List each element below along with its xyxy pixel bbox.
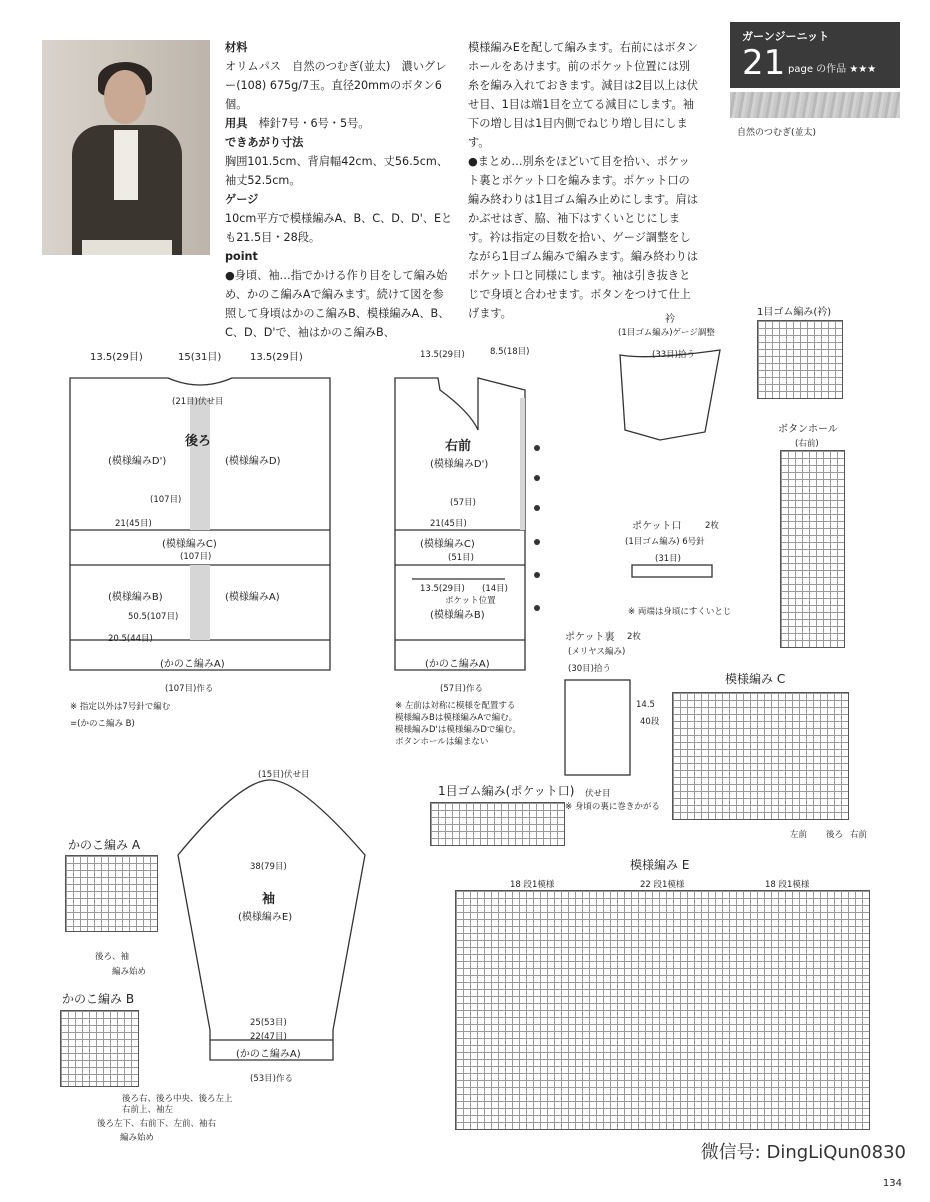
sleeve-title: 袖 — [262, 892, 276, 907]
back-top-mid-width: 15(31目) — [178, 352, 222, 363]
back-width-107: (107目) — [150, 495, 182, 505]
front-width-51: (51目) — [448, 553, 474, 563]
kanoko-b-note-3: 後ろ左下、右前下、左前、袖右 — [97, 1119, 217, 1129]
pocket-back-subtitle: (メリヤス編み) — [568, 647, 626, 657]
pattern-e-repeat-2: 22 段1模様 — [640, 880, 685, 890]
buttonhole-chart — [780, 450, 845, 648]
pocket-back-outline — [565, 680, 630, 775]
gauge-heading: ゲージ — [225, 193, 259, 206]
sleeve-cast-on: (53目)作る — [250, 1074, 293, 1084]
collar-subtitle: (1目ゴム編み)ゲージ調整 — [618, 328, 715, 338]
buttonhole-chart-front: (右前) — [795, 439, 819, 449]
note-needle: ※ 指定以外は7号針で編む — [70, 702, 171, 712]
pattern-c-front-left: 左前 — [790, 830, 808, 840]
front-pattern-d-prime: (模様編みD') — [430, 459, 489, 470]
front-pattern-c: (模様編みC) — [420, 539, 475, 550]
pattern-e-repeat-3: 18 段1模様 — [765, 880, 810, 890]
sleeve-width-25: 25(53目) — [250, 1018, 287, 1028]
back-pattern-d-prime: (模様編みD') — [108, 456, 167, 467]
rib-collar-title: 1目ゴム編み(衿) — [757, 307, 832, 318]
pattern-c-title: 模様編み C — [725, 672, 786, 686]
back-neck-bindoff: (21目)伏せ目 — [172, 397, 224, 407]
back-title: 後ろ — [185, 434, 212, 449]
note-kanoko-b: =(かのこ編み B) — [70, 719, 135, 729]
back-cast-on: (107目)作る — [165, 684, 214, 694]
back-width-50: 50.5(107目) — [128, 612, 179, 622]
tools-heading: 用具 — [225, 117, 248, 130]
kanoko-a-chart — [65, 855, 158, 932]
front-cast-on: (57目)作る — [440, 684, 483, 694]
pattern-e-chart — [455, 890, 870, 1130]
instructions-text-2: 模様編みEを配して編みます。右前にはボタンホールをあけます。前のポケット位置には別糸を編み入れておきます。減目は2目以上は伏せ目、1目は端1目を立てる減目にします。袖下の増し目は1目内側でねじり増し目にします。 — [468, 41, 698, 149]
pattern-e-title: 模様編み E — [630, 858, 690, 872]
kanoko-b-title: かのこ編み B — [62, 992, 135, 1006]
sleeve-top-bindoff: (15目)伏せ目 — [258, 770, 310, 780]
front-top-width: 13.5(29目) — [420, 350, 465, 360]
size-text: 胸囲101.5cm、背肩幅42cm、丈56.5cm、袖丈52.5cm。 — [225, 155, 449, 187]
rib-collar-chart — [757, 320, 843, 399]
pocket-back-count: 2枚 — [627, 632, 641, 642]
back-width-107b: (107目) — [180, 552, 212, 562]
point-heading: point — [225, 250, 258, 263]
point-text-2: ●まとめ…別糸をほどいて目を拾い、ポケット裏とポケット口を編みます。ポケット口の編み終わりは1目ゴム編み止めにします。肩はかぶせはぎ、脇、袖下はすくいとじにします。衿は指定の目数を拾い、ゲージ調整をしながら1目ゴム編みで編みます。編み終わりはポケット口と同様にします。袖は引き抜きとじで身頃と合わせます。ボタンをつけて仕上げます。 — [468, 155, 698, 320]
front-width-57: (57目) — [450, 498, 476, 508]
back-top-right-width: 13.5(29目) — [250, 352, 303, 363]
kanoko-b-note-2: 右前上、袖左 — [122, 1105, 174, 1115]
pattern-number: 21 — [742, 43, 786, 83]
back-pattern-a: (模様編みA) — [225, 592, 280, 603]
sleeve-width-22: 22(47目) — [250, 1032, 287, 1042]
back-kanoko-a: (かのこ編みA) — [160, 659, 225, 670]
back-pattern-c: (模様編みC) — [162, 539, 217, 550]
kanoko-a-note: 後ろ、袖 — [95, 952, 130, 962]
pocket-back-bindoff: 伏せ目 — [585, 789, 611, 799]
point-text-1: ●身頃、袖…指でかける作り目をして編み始め、かのこ編みAで編みます。続けて図を参照して身頃はかのこ編みB、模様編みA、B、C、D、D'で、袖はかのこ編みB、 — [225, 269, 450, 339]
series-title: ガーンジーニット — [742, 30, 830, 43]
pocket-mouth-title: ポケット口 — [632, 521, 682, 532]
rib-pocket-chart — [430, 802, 565, 846]
pocket-back-note: ※ 身頃の裏に巻きかがる — [565, 802, 660, 812]
pocket-position: ポケット位置 — [445, 596, 496, 606]
back-pattern-d: (模様編みD) — [225, 456, 281, 467]
kanoko-a-title: かのこ編み A — [68, 838, 141, 852]
front-title: 右前 — [445, 439, 472, 454]
pocket-back-pick: (30目)拾う — [568, 664, 611, 674]
back-top-left-width: 13.5(29目) — [90, 352, 143, 363]
front-width-21: 21(45目) — [430, 519, 467, 529]
rib-pocket-title: 1目ゴム編み(ポケット口) — [438, 784, 575, 798]
back-width-21: 21(45目) — [115, 519, 152, 529]
pocket-mouth-width: (31目) — [655, 554, 681, 564]
pocket-back-rows: 40段 — [640, 717, 660, 727]
pocket-mouth-note: ※ 両端は身頃にすくいとじ — [628, 607, 732, 617]
page-number: 134 — [882, 1178, 902, 1189]
materials-text: オリムパス 自然のつむぎ(並太) 濃いグレー(108) 675g/7玉。直径20mmのボタン6個。 — [225, 60, 447, 111]
materials-heading: 材料 — [225, 41, 248, 54]
collar-outline — [620, 350, 720, 440]
front-kanoko-a: (かのこ編みA) — [425, 659, 490, 670]
kanoko-b-note-1: 後ろ右、後ろ中央、後ろ左上 — [122, 1094, 233, 1104]
kanoko-b-start: 編み始め — [120, 1133, 155, 1143]
back-pattern-b: (模様編みB) — [108, 592, 163, 603]
pattern-c-chart — [672, 692, 849, 820]
pocket-back-title: ポケット裏 — [565, 632, 615, 643]
tools-text: 棒針7号・6号・5号。 — [258, 117, 370, 130]
kanoko-b-chart — [60, 1010, 139, 1087]
back-width-20: 20.5(44目) — [108, 634, 153, 644]
pocket-mouth-outline — [632, 565, 712, 577]
gauge-text: 10cm平方で模様編みA、B、C、D、D'、Eとも21.5目・28段。 — [225, 212, 453, 244]
collar-pick: (33目)拾う — [652, 350, 695, 360]
sleeve-pattern: (模様編みE) — [238, 912, 293, 923]
pocket-width: 13.5(29目) — [420, 584, 465, 594]
pocket-mouth-subtitle: (1目ゴム編み) 6号針 — [625, 537, 705, 547]
watermark: 微信号: DingLiQun0830 — [700, 1142, 906, 1163]
kanoko-a-start: 編み始め — [112, 967, 147, 977]
size-heading: できあがり寸法 — [225, 136, 304, 149]
pattern-e-repeat-1: 18 段1模様 — [510, 880, 555, 890]
collar-title: 衿 — [665, 314, 675, 325]
pattern-c-back: 後ろ — [826, 830, 844, 840]
yarn-label: 自然のつむぎ(並太) — [737, 128, 817, 138]
pattern-c-front-right: 右前 — [850, 830, 868, 840]
front-top-width2: 8.5(18目) — [490, 347, 530, 357]
sleeve-width-38: 38(79目) — [250, 862, 287, 872]
difficulty-note: page の作品 ★★★ — [788, 64, 877, 75]
pocket-width2: (14目) — [482, 584, 508, 594]
front-pattern-b: (模様編みB) — [430, 610, 485, 621]
buttonhole-chart-title: ボタンホール — [778, 424, 838, 435]
pocket-mouth-count: 2枚 — [705, 521, 719, 531]
pocket-back-height: 14.5 — [636, 700, 655, 710]
front-note: ※ 左前は対称に模様を配置する 模様編みBは模様編みAで編む。 模様編みD'は模様編みDで編む。 ボタンホールは編まない — [395, 701, 521, 747]
sleeve-kanoko-a: (かのこ編みA) — [236, 1049, 301, 1060]
